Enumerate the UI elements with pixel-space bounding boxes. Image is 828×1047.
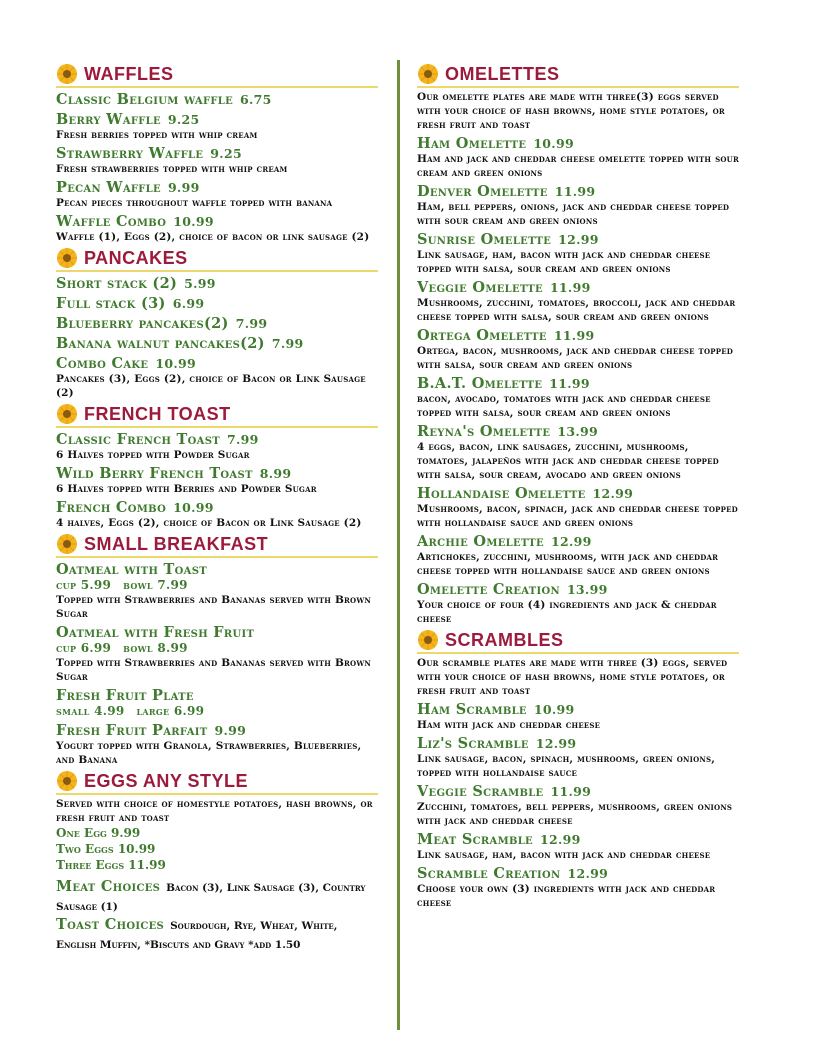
size-option: cup 5.99 (56, 578, 112, 592)
menu-item (417, 831, 739, 862)
menu-item (56, 91, 378, 108)
section-header-scrambles (417, 628, 739, 654)
section-rule (56, 270, 378, 272)
item-price: 8.99 (259, 466, 292, 481)
item-description: Pancakes (3), Eggs (2), choice of Bacon or Link Sausage (2) (56, 373, 366, 399)
menu-item (56, 914, 378, 952)
item-description: 4 eggs, bacon, link sausages, zucchini, mushrooms, tomatoes, jalapeños with jack and cheddar cheese topped with salsa, sour cream, avocado and green onions (417, 441, 719, 481)
item-sizes (56, 578, 378, 593)
item-name: Wild Berry French Toast (56, 465, 253, 482)
item-description: Topped with Strawberries and Bananas served with Brown Sugar (56, 657, 372, 683)
item-description: Link sausage, bacon, spinach, mushrooms, green onions, topped with hollandaise sauce (417, 753, 716, 779)
item-description: Mushrooms, bacon, spinach, jack and cheddar cheese topped with hollandaise sauce and green onions (417, 503, 738, 529)
item-name: Fresh Fruit Plate (56, 687, 194, 704)
item-name: Waffle Combo (56, 213, 167, 230)
menu-item (56, 499, 378, 530)
item-price: 7.99 (227, 432, 259, 447)
item-description: Waffle (1), Eggs (2), choice of bacon or link sausage (2) (56, 231, 370, 243)
section-title: SCRAMBLES (445, 630, 564, 650)
item-name: B.A.T. Omelette (417, 375, 543, 392)
item-name: Short stack (2) (56, 275, 178, 292)
menu-item (56, 335, 378, 352)
item-price: 13.99 (566, 582, 608, 597)
menu-item (56, 179, 378, 210)
size-option: bowl 7.99 (123, 578, 188, 592)
item-name: Denver Omelette (417, 183, 548, 200)
item-description: bacon, avocado, tomatoes with jack and cheddar cheese topped with salsa, sour cream and green onions (417, 393, 711, 419)
menu-item (417, 327, 739, 372)
item-description: Mushrooms, zucchini, tomatoes, broccoli, jack and cheddar cheese topped with salsa, sour cream and green onions (417, 297, 736, 323)
left-column (56, 60, 378, 952)
item-name: Omelette Creation (417, 581, 560, 598)
item-name: Blueberry pancakes(2) (56, 315, 229, 332)
item-price: 6.75 (240, 92, 272, 107)
item-price: 10.99 (533, 702, 575, 717)
menu-item (417, 865, 739, 910)
size-option: cup 6.99 (56, 641, 112, 655)
menu-item (56, 355, 378, 400)
item-name: Fresh Fruit Parfait (56, 722, 208, 739)
section-title: EGGS ANY STYLE (84, 771, 249, 791)
item-price: 12.99 (539, 832, 581, 847)
item-description: Artichokes, zucchini, mushrooms, with jack and cheddar cheese topped with hollandaise sauce and green onions (417, 551, 719, 577)
item-description: Bacon (3), Link Sausage (3), Country Sausage (1) (56, 882, 366, 913)
menu-item (56, 213, 378, 244)
menu-item (417, 375, 739, 420)
section-rule (56, 426, 378, 428)
item-description: 6 Halves topped with Powder Sugar (56, 449, 250, 461)
item-price: 12.99 (535, 736, 577, 751)
egg-option: Two Eggs 10.99 (56, 842, 156, 856)
item-price: 12.99 (558, 232, 599, 247)
item-price: 10.99 (173, 214, 214, 229)
item-description: 4 halves, Eggs (2), choice of Bacon or Link Sausage (2) (56, 517, 362, 529)
item-description: Your choice of four (4) ingredients and jack & cheddar cheese (417, 599, 717, 625)
item-sizes (56, 704, 378, 719)
section-header-pancakes (56, 246, 378, 272)
size-option: large 6.99 (136, 704, 205, 718)
item-name: Strawberry Waffle (56, 145, 204, 162)
section-header-waffles (56, 62, 378, 88)
menu-item (56, 275, 378, 292)
section-intro: Our omelette plates are made with three(3) eggs served with your choice of hash browns, home style potatoes, or fresh fruit and toast (417, 91, 725, 131)
menu-item (56, 111, 378, 142)
section-rule (417, 652, 739, 654)
menu-item (417, 533, 739, 578)
section-title: PANCAKES (84, 248, 188, 268)
section-header-omelettes (417, 62, 739, 88)
sunflower-icon (417, 629, 439, 651)
menu-item (56, 876, 378, 914)
item-name: Meat Scramble (417, 831, 533, 848)
menu-item (417, 485, 739, 530)
sunflower-icon (56, 63, 78, 85)
item-price: 9.25 (167, 112, 200, 127)
item-price: 13.99 (557, 424, 598, 439)
item-name: Classic French Toast (56, 431, 220, 448)
egg-option: Three Eggs 11.99 (56, 858, 166, 872)
menu-item (56, 687, 378, 719)
item-price: 12.99 (567, 866, 609, 881)
item-name: Ham Omelette (417, 135, 527, 152)
size-option: small 4.99 (56, 704, 125, 718)
section-header-french-toast (56, 402, 378, 428)
sunflower-icon (56, 247, 78, 269)
item-description: Yogurt topped with Granola, Strawberries, Blueberries, and Banana (56, 740, 362, 766)
item-name: Oatmeal with Fresh Fruit (56, 624, 255, 641)
menu-item (417, 135, 739, 180)
item-price: 11.99 (553, 328, 595, 343)
section-rule (56, 86, 378, 88)
menu-item (56, 624, 378, 684)
item-price: 11.99 (549, 376, 590, 391)
item-price: 5.99 (184, 276, 216, 291)
item-description: Topped with Strawberries and Bananas served with Brown Sugar (56, 594, 372, 620)
item-description: Link sausage, ham, bacon with jack and cheddar cheese topped with salsa, sour cream and green onions (417, 249, 711, 275)
item-name: Hollandaise Omelette (417, 485, 586, 502)
menu-item (417, 423, 739, 482)
menu-item (56, 295, 378, 312)
item-description: Ham, bell peppers, onions, jack and cheddar cheese topped with sour cream and green onions (417, 201, 730, 227)
item-name: Pecan Waffle (56, 179, 161, 196)
section-title: FRENCH TOAST (84, 404, 231, 424)
column-divider (397, 60, 400, 1030)
egg-option: One Egg 9.99 (56, 826, 141, 840)
menu-item (417, 701, 739, 732)
item-description: Fresh strawberries topped with whip cream (56, 163, 288, 175)
item-name: Oatmeal with Toast (56, 561, 207, 578)
item-price: 10.99 (173, 500, 214, 515)
item-description: Sourdough, Rye, Wheat, White, English Muffin, *Biscuts and Gravy *add 1.50 (56, 920, 338, 951)
item-name: Archie Omelette (417, 533, 544, 550)
item-name: Combo Cake (56, 355, 149, 372)
section-title: WAFFLES (84, 64, 174, 84)
item-price: 11.99 (554, 184, 596, 199)
item-description: Choose your own (3) ingredients with jack and cheddar cheese (417, 883, 716, 909)
sunflower-icon (417, 63, 439, 85)
menu-item (56, 722, 378, 767)
item-price: 7.99 (235, 316, 268, 331)
item-price: 10.99 (155, 356, 196, 371)
menu-item (56, 465, 378, 496)
sunflower-icon (56, 403, 78, 425)
menu-item (56, 561, 378, 621)
item-name: Veggie Omelette (417, 279, 543, 296)
menu-item (56, 431, 378, 462)
item-name: Banana walnut pancakes(2) (56, 335, 265, 352)
section-header-small-breakfast (56, 532, 378, 558)
section-intro: Our scramble plates are made with three (3) eggs, served with your choice of hash browns, home style potatoes, or fresh fruit and toast (417, 657, 728, 697)
menu-item (417, 279, 739, 324)
item-price: 9.25 (210, 146, 242, 161)
item-description: Zucchini, tomatoes, bell peppers, mushrooms, green onions with jack and cheddar cheese (417, 801, 733, 827)
item-price: 11.99 (550, 784, 592, 799)
item-name: Liz's Scramble (417, 735, 529, 752)
item-name: Meat Choices (56, 878, 161, 895)
item-description: Pecan pieces throughout waffle topped with banana (56, 197, 333, 209)
section-header-eggs (56, 769, 378, 795)
item-name: Toast Choices (56, 916, 165, 933)
menu-item (417, 183, 739, 228)
item-description: Ham and jack and cheddar cheese omelette topped with sour cream and green onions (417, 153, 739, 179)
item-name: Ham Scramble (417, 701, 527, 718)
menu-item (56, 145, 378, 176)
item-price: 11.99 (549, 280, 591, 295)
item-name: Ortega Omelette (417, 327, 547, 344)
item-name: Reyna's Omelette (417, 423, 551, 440)
item-name: Full stack (3) (56, 295, 166, 312)
item-price: 10.99 (533, 136, 574, 151)
menu-item (417, 783, 739, 828)
item-name: Berry Waffle (56, 111, 161, 128)
item-description: Ortega, bacon, mushrooms, jack and cheddar cheese topped with salsa, sour cream and green onions (417, 345, 733, 371)
sunflower-icon (56, 770, 78, 792)
item-name: French Combo (56, 499, 167, 516)
item-description: 6 Halves topped with Berries and Powder Sugar (56, 483, 317, 495)
item-name: Sunrise Omelette (417, 231, 552, 248)
item-name: Scramble Creation (417, 865, 561, 882)
menu-item (417, 735, 739, 780)
item-price: 9.99 (214, 723, 247, 738)
section-rule (417, 86, 739, 88)
item-description: Link sausage, ham, bacon with jack and cheddar cheese (417, 849, 711, 861)
item-description: Fresh berries topped with whip cream (56, 129, 258, 141)
section-title: SMALL BREAKFAST (84, 534, 269, 554)
right-column (417, 60, 739, 910)
section-title: OMELETTES (445, 64, 560, 84)
section-intro: Served with choice of homestyle potatoes, hash browns, or fresh fruit and toast (56, 798, 373, 824)
item-price: 12.99 (550, 534, 592, 549)
item-name: Classic Belgium waffle (56, 91, 234, 108)
item-name: Veggie Scramble (417, 783, 544, 800)
item-sizes (56, 641, 378, 656)
section-rule (56, 556, 378, 558)
item-price: 9.99 (167, 180, 200, 195)
sunflower-icon (56, 533, 78, 555)
item-price: 12.99 (592, 486, 634, 501)
menu-item (56, 315, 378, 332)
item-price: 6.99 (172, 296, 205, 311)
item-price: 7.99 (271, 336, 304, 351)
menu-item (417, 231, 739, 276)
section-rule (56, 793, 378, 795)
size-option: bowl 8.99 (123, 641, 188, 655)
item-description: Ham with jack and cheddar cheese (417, 719, 601, 731)
menu-item (417, 581, 739, 626)
